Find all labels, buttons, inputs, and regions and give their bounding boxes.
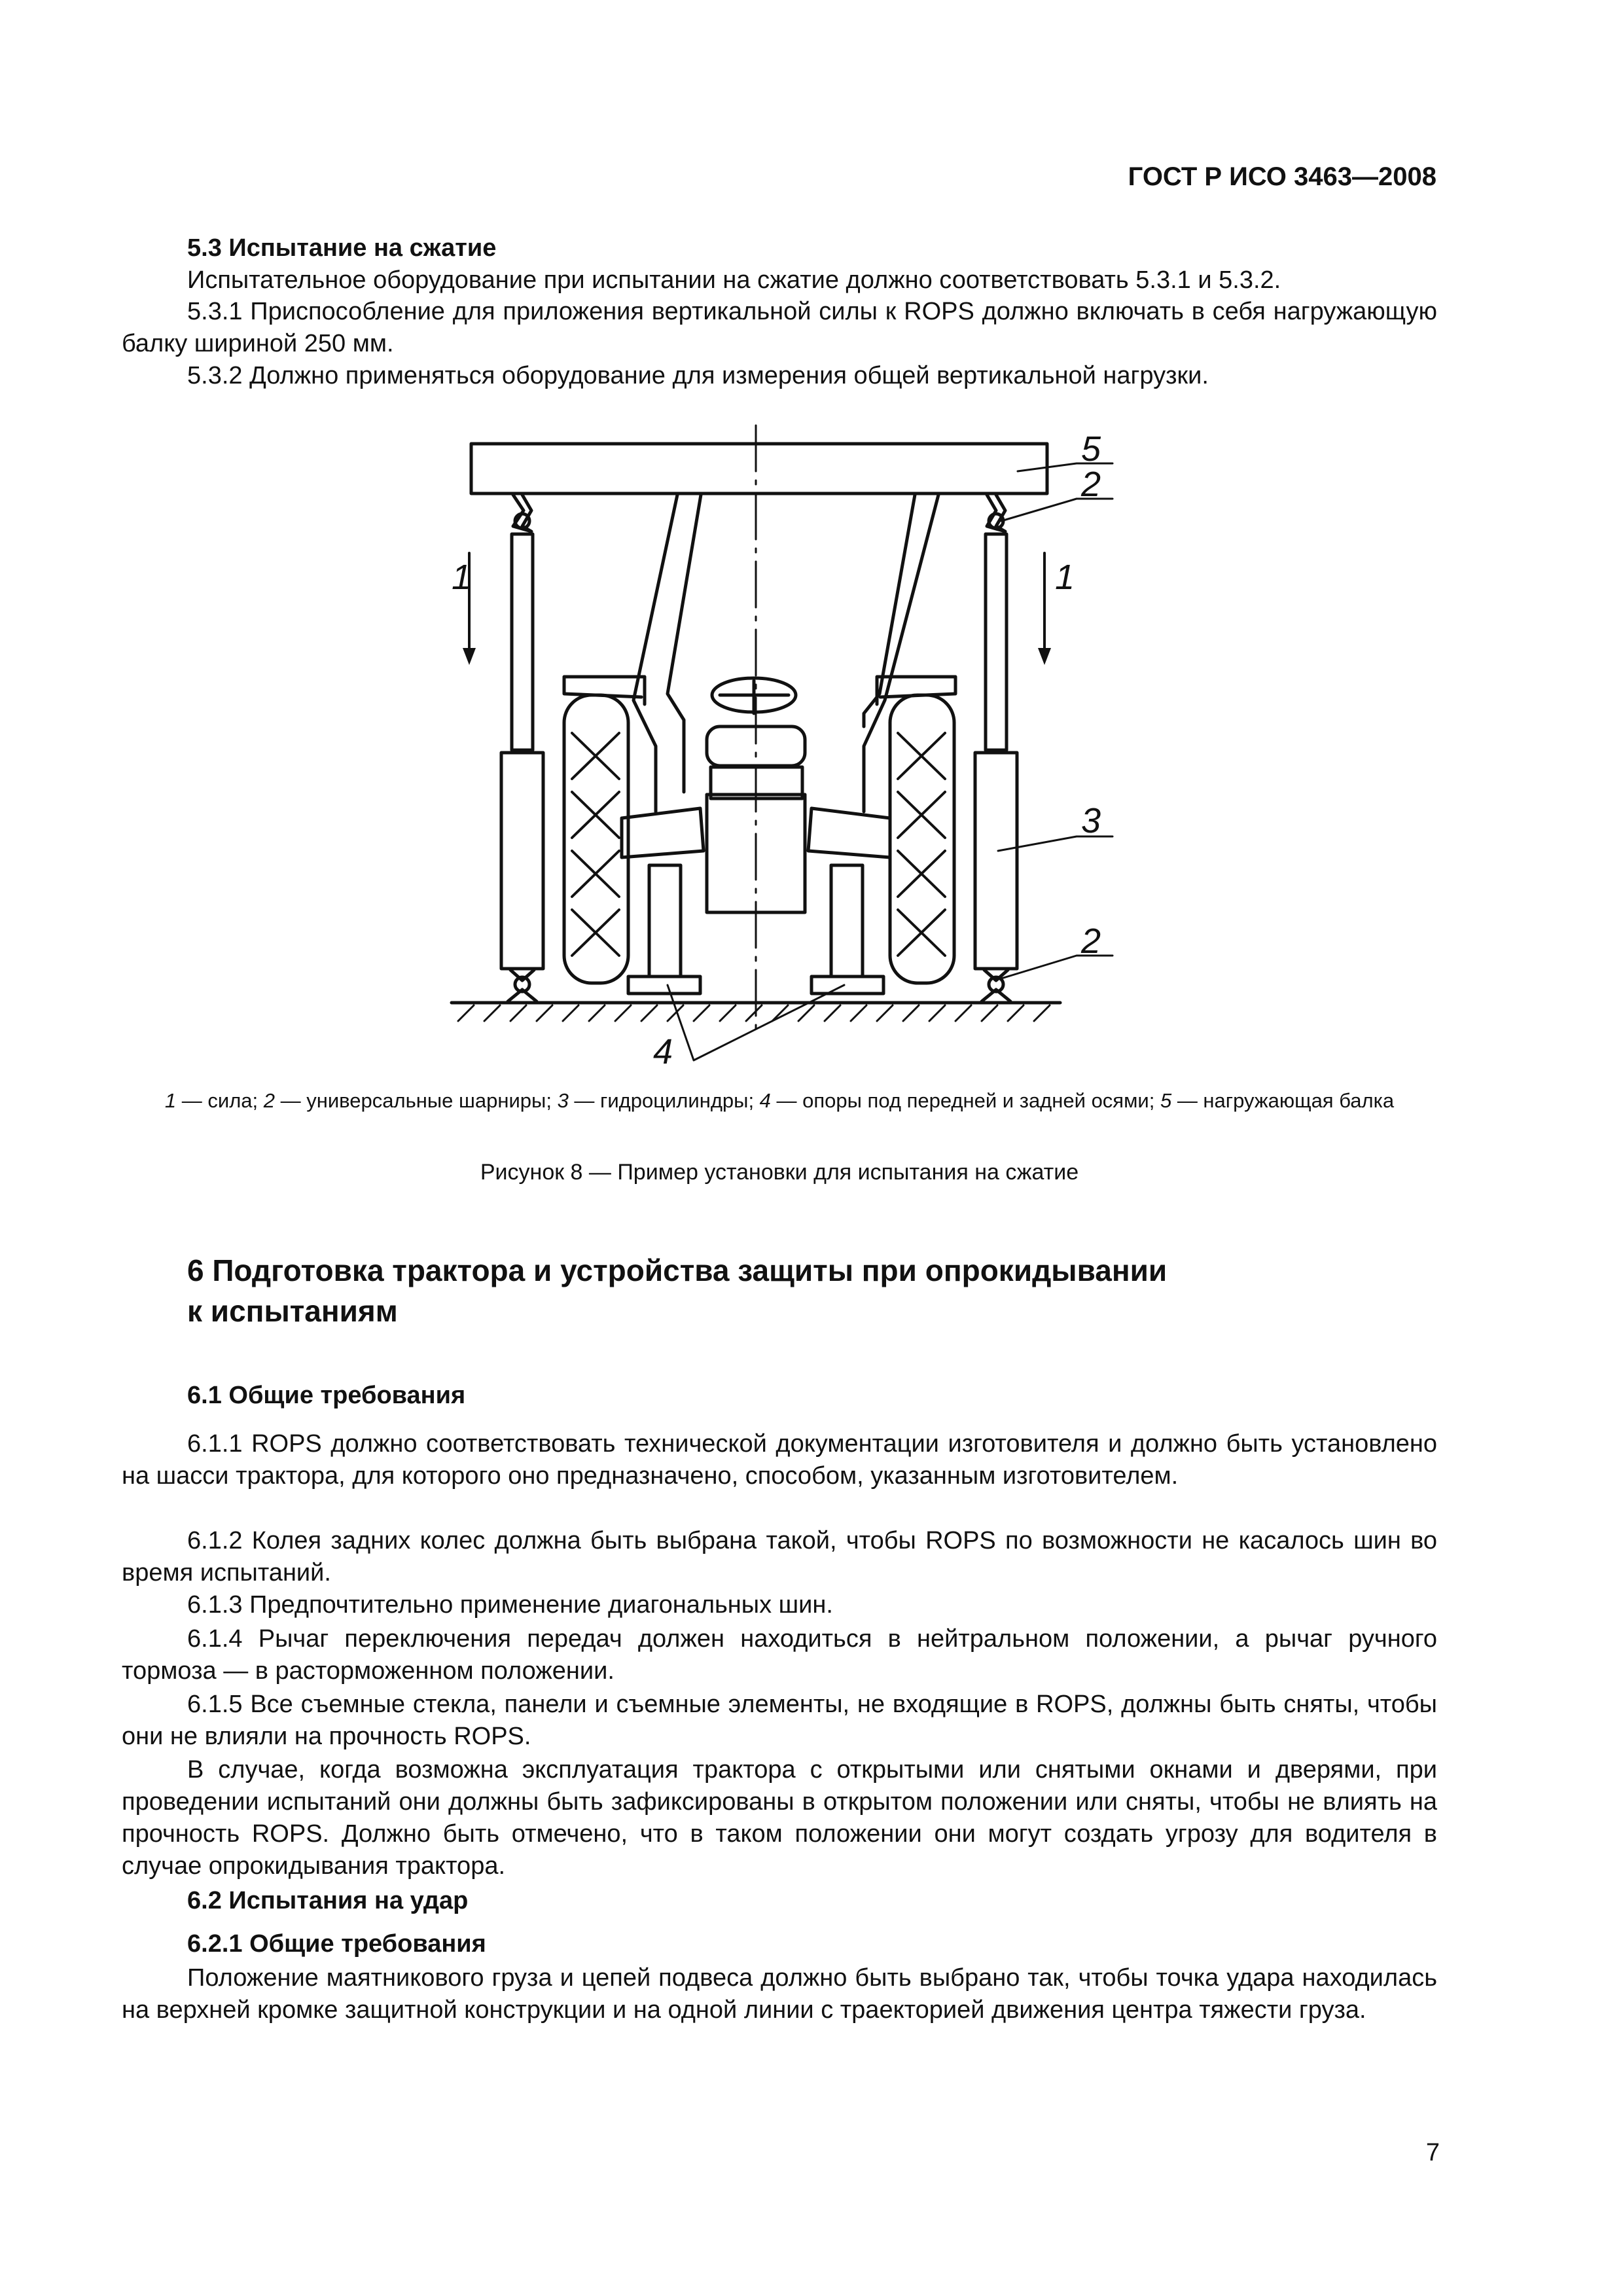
legend-text: — универсальные шарниры;	[275, 1089, 558, 1112]
figure-caption: Рисунок 8 — Пример установки для испытания на сжатие	[480, 1160, 1079, 1185]
section-6-title-line-1: 6 Подготовка трактора и устройства защиты при опрокидывании	[187, 1253, 1168, 1287]
paragraph-6-1-3: 6.1.3 Предпочтительно применение диагональных шин.	[187, 1591, 833, 1619]
label-joint-bottom: 2	[1081, 922, 1101, 961]
paragraph-6-1-6: В случае, когда возможна эксплуатация трактора с открытыми или снятыми окнами и дверями, при проведении испытаний они должны быть зафиксированы в открытом положении или сняты, чтобы не влиять на прочность ROPS. Должно быть отмечено, что в таком положении они могут создать угрозу для водителя в случае опрокидывания трактора.	[122, 1756, 1437, 1880]
legend-text: — опоры под передней и задней осями;	[770, 1089, 1160, 1112]
section-6-title-line-2: к испытаниям	[187, 1294, 398, 1328]
label-force-right: 1	[1055, 558, 1075, 597]
document-code: ГОСТ Р ИСО 3463—2008	[1128, 162, 1436, 191]
axle-support-left	[628, 865, 700, 994]
legend-text: — гидроцилиндры;	[568, 1089, 760, 1112]
figure-compression-test-setup	[0, 0, 1623, 1086]
legend-text: — сила;	[176, 1089, 264, 1112]
axle-support-right	[812, 865, 883, 994]
paragraph-6-1-5: 6.1.5 Все съемные стекла, панели и съемные элементы, не входящие в ROPS, должны быть сняты, чтобы они не влияли на прочность ROPS.	[122, 1691, 1437, 1750]
legend-num: 1	[164, 1089, 177, 1112]
loading-beam	[471, 444, 1047, 493]
legend-num: 4	[759, 1089, 771, 1112]
page-number: 7	[1425, 2139, 1440, 2166]
hydraulic-cylinder-left	[501, 495, 543, 1001]
label-joint-top: 2	[1081, 465, 1101, 504]
label-cylinder: 3	[1081, 801, 1101, 840]
paragraph-6-1-1: 6.1.1 ROPS должно соответствовать технической документации изготовителя и должно быть установлено на шасси трактора, для которого оно предназначено, способом, указанным изготовителем.	[122, 1430, 1437, 1490]
rear-wheel-left	[564, 695, 628, 983]
label-supports: 4	[653, 1032, 673, 1071]
paragraph-6-1-2: 6.1.2 Колея задних колес должна быть выбрана такой, чтобы ROPS по возможности не касалось шин во время испытаний.	[122, 1527, 1437, 1587]
paragraph-6-2-1: Положение маятникового груза и цепей подвеса должно быть выбрано так, чтобы точка удара находилась на верхней кромке защитной конструкции и на одной линии с траекторией движения центра тяжести груза.	[122, 1964, 1437, 2024]
legend-num: 2	[263, 1089, 276, 1112]
rops-frame	[633, 495, 938, 812]
section-5-3-title: 5.3 Испытание на сжатие	[187, 234, 497, 262]
label-loading-beam: 5	[1081, 429, 1101, 469]
section-5-3-intro: Испытательное оборудование при испытании на сжатие должно соответствовать 5.3.1 и 5.3.2.	[187, 266, 1281, 294]
legend-text: — нагружающая балка	[1171, 1089, 1395, 1112]
legend-num: 3	[557, 1089, 569, 1112]
paragraph-5-3-2: 5.3.2 Должно применяться оборудование для измерения общей вертикальной нагрузки.	[187, 362, 1209, 389]
section-6-2-1-title: 6.2.1 Общие требования	[187, 1930, 486, 1958]
hydraulic-cylinder-right	[975, 495, 1017, 1001]
figure-legend	[122, 1089, 1437, 1113]
legend-num: 5	[1160, 1089, 1172, 1112]
paragraph-6-1-4: 6.1.4 Рычаг переключения передач должен находиться в нейтральном положении, а рычаг ручного тормоза — в расторможенном положении.	[122, 1625, 1437, 1685]
section-6-1-title: 6.1 Общие требования	[187, 1382, 466, 1409]
label-force-left: 1	[452, 558, 472, 597]
section-6-2-title: 6.2 Испытания на удар	[187, 1887, 469, 1914]
rear-wheel-right	[890, 695, 954, 983]
paragraph-5-3-1: 5.3.1 Приспособление для приложения вертикальной силы к ROPS должно включать в себя нагружающую балку шириной 250 мм.	[122, 298, 1437, 357]
